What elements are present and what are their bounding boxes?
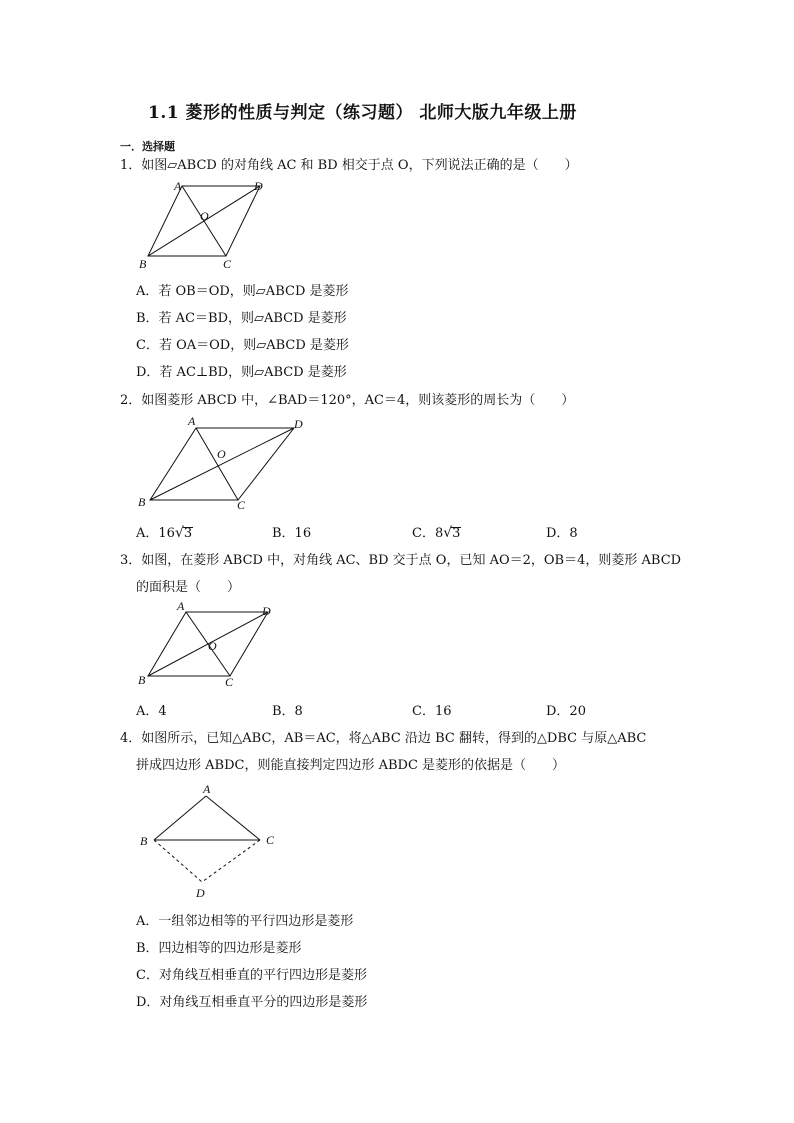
vertex-label-a: A [188, 414, 196, 428]
center-label-o: O [217, 447, 226, 461]
vertex-label-a: A [203, 782, 211, 796]
center-label-o: O [208, 639, 217, 653]
q1-option-a[interactable]: A．若 OB＝OD，则▱ABCD 是菱形 [136, 284, 349, 299]
diagonal-bd [150, 428, 294, 500]
question-4-figure [130, 780, 290, 904]
vertex-label-d: D [196, 886, 205, 900]
q3-option-c[interactable]: C．16 [412, 704, 452, 719]
question-2-text: 2．如图菱形 ABCD 中，∠BAD＝120°，AC＝4，则该菱形的周长为（ ） [120, 393, 575, 408]
vertex-label-c: C [225, 675, 234, 689]
q4-option-d[interactable]: D．对角线互相垂直平分的四边形是菱形 [136, 995, 368, 1010]
question-3-figure [130, 600, 290, 694]
question-3-text-line1: 3．如图，在菱形 ABCD 中，对角线 AC、BD 交于点 O，已知 AO＝2，OB＝4，则菱形 ABCD [120, 553, 682, 568]
side-bd-dashed [154, 840, 202, 882]
section-heading: 一．选择题 [120, 140, 175, 153]
diagonal-ac [196, 428, 238, 500]
q2-option-b[interactable]: B．16 [272, 526, 312, 541]
vertex-label-d: D [294, 417, 303, 431]
q2-option-a[interactable]: A．16√3 [136, 525, 193, 541]
q2-option-c[interactable]: C．8√3 [412, 525, 461, 541]
vertex-label-c: C [237, 498, 246, 512]
center-label-o: O [200, 209, 209, 223]
question-1-text: 1．如图▱ABCD 的对角线 AC 和 BD 相交于点 O，下列说法正确的是（ ） [120, 158, 578, 173]
vertex-label-a: A [177, 599, 185, 613]
vertex-label-c: C [266, 833, 275, 847]
vertex-label-b: B [138, 673, 146, 687]
q3-option-d[interactable]: D．20 [546, 704, 586, 719]
vertex-label-b: B [138, 495, 146, 509]
q2-option-d[interactable]: D．8 [546, 526, 578, 541]
page-title: 1.1 菱形的性质与判定（练习题） 北师大版九年级上册 [148, 103, 577, 123]
q3-option-a[interactable]: A．4 [136, 704, 167, 719]
vertex-label-d: D [262, 604, 271, 618]
side-ab [154, 796, 206, 840]
q4-option-b[interactable]: B．四边相等的四边形是菱形 [136, 941, 302, 956]
vertex-label-b: B [139, 257, 147, 271]
vertex-label-c: C [223, 257, 232, 271]
side-cd-dashed [202, 840, 260, 882]
question-2-figure [130, 414, 320, 514]
q1-option-b[interactable]: B．若 AC＝BD，则▱ABCD 是菱形 [136, 311, 347, 326]
question-4-text-line2: 拼成四边形 ABDC，则能直接判定四边形 ABDC 是菱形的依据是（ ） [136, 758, 566, 773]
side-ac [206, 796, 260, 840]
q1-option-d[interactable]: D．若 AC⊥BD，则▱ABCD 是菱形 [136, 365, 347, 380]
question-3-text-line2: 的面积是（ ） [136, 580, 241, 595]
q1-option-c[interactable]: C．若 OA＝OD，则▱ABCD 是菱形 [136, 338, 349, 353]
q4-option-a[interactable]: A．一组邻边相等的平行四边形是菱形 [136, 914, 354, 929]
vertex-label-d: D [254, 179, 263, 193]
vertex-label-b: B [140, 834, 148, 848]
question-1-figure [130, 176, 280, 276]
question-4-text-line1: 4．如图所示，已知△ABC，AB＝AC，将△ABC 沿边 BC 翻转，得到的△DBC 与原△ABC [120, 731, 647, 746]
q3-option-b[interactable]: B．8 [272, 704, 303, 719]
vertex-label-a: A [174, 179, 182, 193]
q4-option-c[interactable]: C．对角线互相垂直的平行四边形是菱形 [136, 968, 367, 983]
